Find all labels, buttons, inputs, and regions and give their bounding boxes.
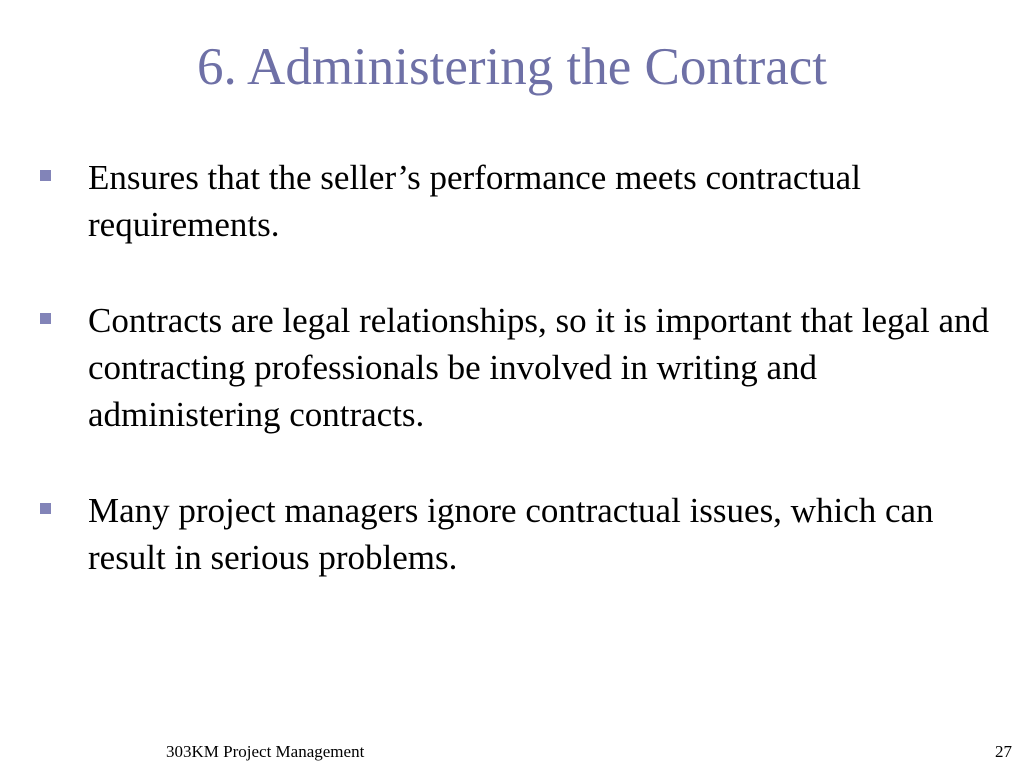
- bullet-text: Ensures that the seller’s performance meets contractual requirements.: [88, 158, 861, 244]
- bullet-text: Contracts are legal relationships, so it is important that legal and contracting professionals be involved in writing and administering contracts.: [88, 301, 990, 434]
- square-bullet-icon: [40, 503, 51, 514]
- footer-course-name: 303KM Project Management: [166, 742, 365, 761]
- bullet-text: Many project managers ignore contractual issues, which can result in serious problems.: [88, 491, 934, 577]
- slide-title: 6. Administering the Contract: [196, 38, 828, 96]
- bullet-item: [88, 487, 993, 581]
- bullet-item: [88, 154, 993, 248]
- square-bullet-icon: [40, 170, 51, 181]
- slide-number: 27: [995, 742, 1012, 761]
- bullet-item: [88, 297, 993, 438]
- square-bullet-icon: [40, 313, 51, 324]
